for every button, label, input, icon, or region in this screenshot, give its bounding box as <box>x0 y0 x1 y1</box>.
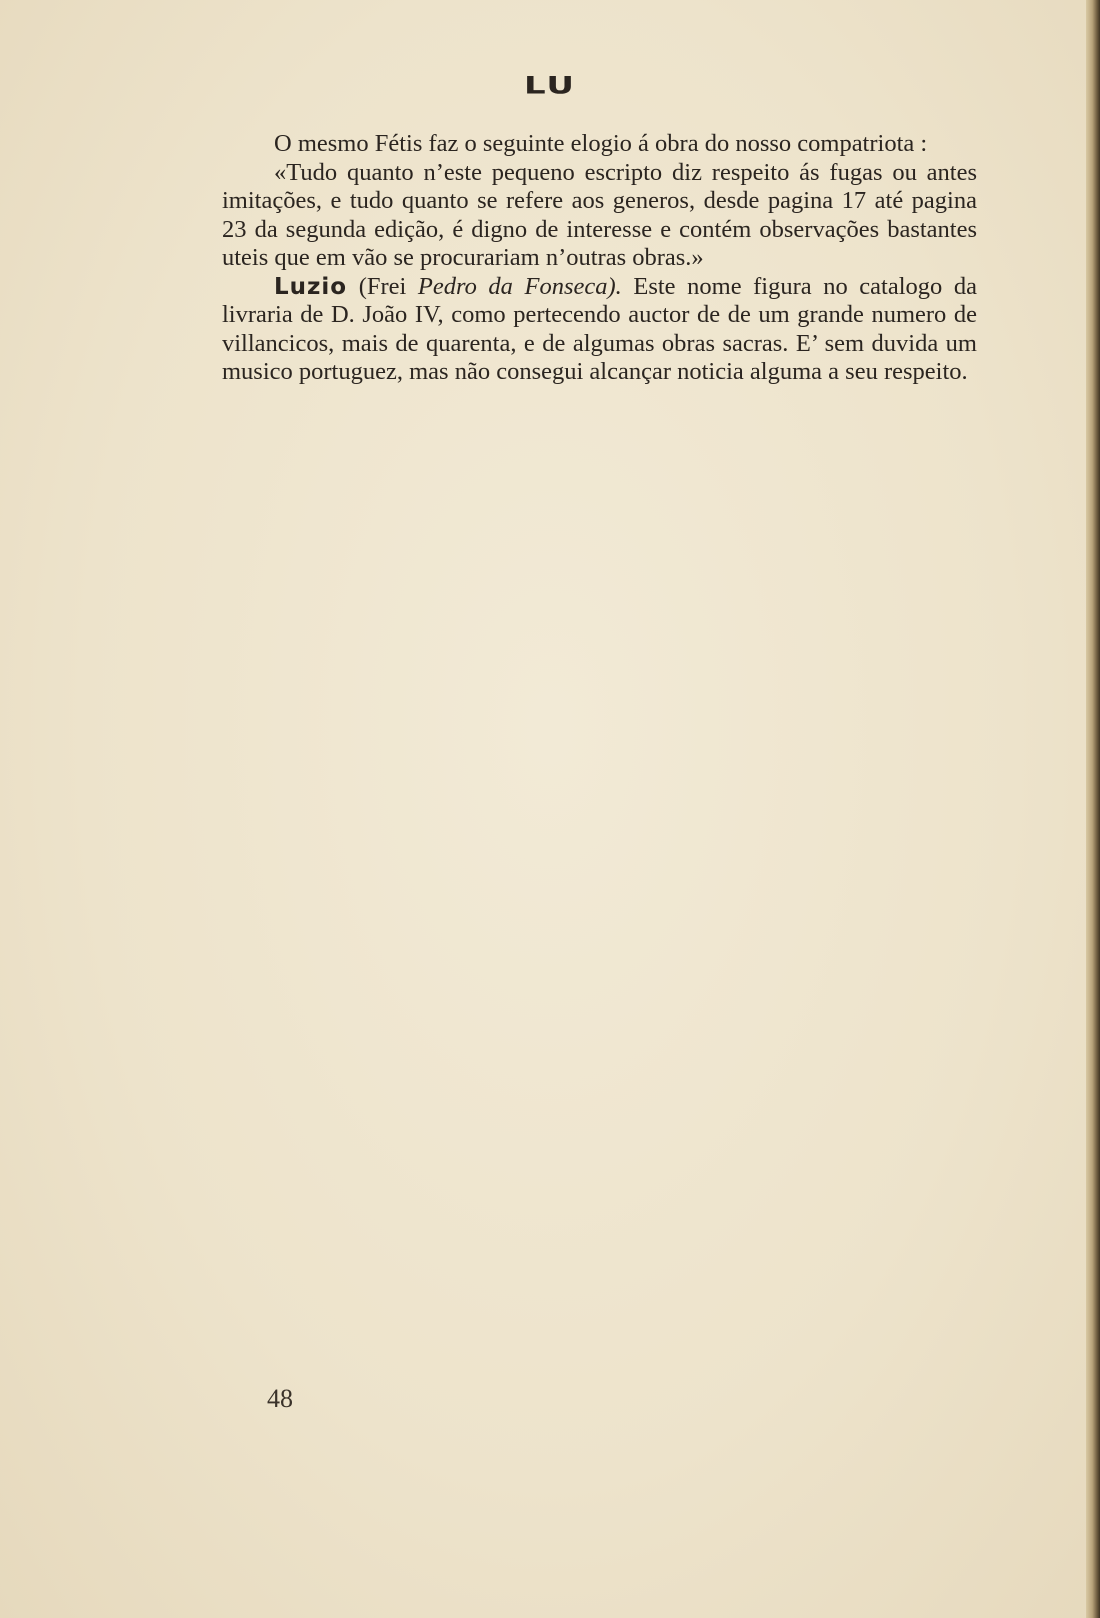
page-edge-shadow <box>1086 0 1100 1618</box>
entry-paren-open: (Frei <box>358 272 418 300</box>
paragraph-fetis: O mesmo Fétis faz o seguinte elogio á obra do nosso compatriota : <box>274 130 928 157</box>
page-number: 48 <box>267 1384 293 1413</box>
paragraph-entry-luzio <box>222 273 977 387</box>
body-text <box>222 130 977 387</box>
entry-italic-name: Pedro da Fonseca). <box>417 272 622 300</box>
entry-headword: Luzio <box>274 273 348 300</box>
entry-body: Este nome figura no catalogo da livraria de D. João IV, como pertecendo auctor de de um grande numero de villancicos, mais de quarenta, e de algumas obras sacras. E’ sem duvida um musico portuguez, mas não consegui alcançar noticia alguma a seu respeito. <box>222 272 977 385</box>
paragraph-quotation: «Tudo quanto n’este pequeno escripto diz respeito ás fugas ou antes imitações, e tudo quanto se refere aos generos, desde pagina 17 até pagina 23 da segunda edição, é digno de interesse e contém observações bastantes uteis que em vão se procurariam n’outras obras.» <box>222 158 977 271</box>
running-head: LU <box>523 72 577 100</box>
